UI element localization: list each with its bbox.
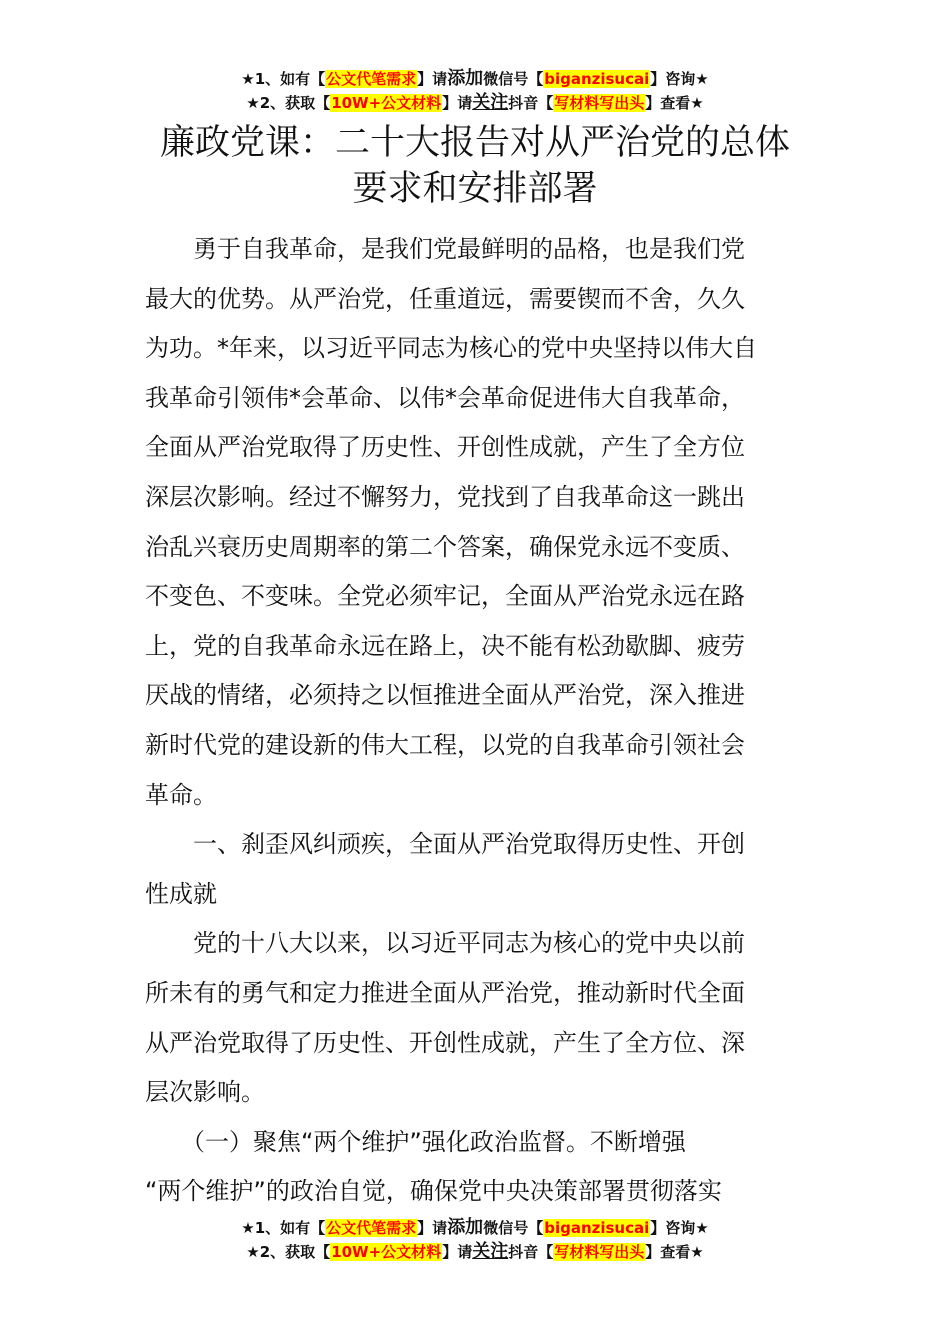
section-heading-line: 性成就 bbox=[145, 879, 217, 908]
body-line: 不变色、不变味。全党必须牢记，全面从严治党永远在路 bbox=[145, 582, 745, 611]
promo-line-1: ★1、如有【公文代笔需求】请添加微信号【biganzisucai】咨询★ bbox=[241, 68, 709, 89]
body-line: 治乱兴衰历史周期率的第二个答案，确保党永远不变质、 bbox=[145, 532, 745, 561]
highlight-service: 公文代笔需求 bbox=[326, 70, 417, 88]
body-line: 所未有的勇气和定力推进全面从严治党，推动新时代全面 bbox=[145, 978, 745, 1007]
promo-banner-top bbox=[0, 67, 950, 115]
body-line: 新时代党的建设新的伟大工程，以党的自我革命引领社会 bbox=[145, 730, 745, 759]
body-line: 上，党的自我革命永远在路上，决不能有松劲歇脚、疲劳 bbox=[145, 631, 745, 660]
body-line: 勇于自我革命，是我们党最鲜明的品格，也是我们党 bbox=[145, 235, 745, 263]
title-line-2: 要求和安排部署 bbox=[352, 169, 598, 209]
body-line: （一）聚焦“两个维护”强化政治监督。不断增强 bbox=[145, 1127, 686, 1156]
body-line: 从严治党取得了历史性、开创性成就，产生了全方位、深 bbox=[145, 1028, 745, 1057]
promo-banner-bottom bbox=[0, 1216, 950, 1264]
highlight-wechat-id: biganzisucai bbox=[544, 70, 650, 88]
document-body bbox=[145, 225, 810, 1217]
promo-line-2: ★2、获取【10W+公文材料】请关注抖音【写材料写出头】查看★ bbox=[246, 1241, 704, 1262]
section-heading-line: 一、刹歪风纠顽疾，全面从严治党取得历史性、开创 bbox=[145, 830, 745, 859]
body-line: 最大的优势。从严治党，任重道远，需要锲而不舍，久久 bbox=[145, 284, 745, 313]
body-line: “两个维护”的政治自觉，确保党中央决策部署贯彻落实 bbox=[145, 1177, 722, 1206]
highlight-douyin-account: 写材料写出头 bbox=[554, 94, 645, 112]
body-line: 党的十八大以来，以习近平同志为核心的党中央以前 bbox=[145, 929, 745, 958]
highlight-wechat-id: biganzisucai bbox=[544, 1219, 650, 1237]
promo-line-1: ★1、如有【公文代笔需求】请添加微信号【biganzisucai】咨询★ bbox=[241, 1217, 709, 1238]
body-line: 我革命引领伟*会革命、以伟*会革命促进伟大自我革命， bbox=[145, 383, 745, 412]
body-line: 革命。 bbox=[145, 780, 217, 809]
body-line: 深层次影响。经过不懈努力，党找到了自我革命这一跳出 bbox=[145, 482, 745, 511]
body-line: 层次影响。 bbox=[145, 1078, 265, 1107]
highlight-materials: 10W+公文材料 bbox=[331, 94, 442, 112]
body-line: 全面从严治党取得了历史性、开创性成就，产生了全方位 bbox=[145, 433, 745, 462]
body-line: 为功。*年来，以习近平同志为核心的党中央坚持以伟大自 bbox=[145, 334, 757, 363]
document-title bbox=[0, 120, 950, 212]
highlight-service: 公文代笔需求 bbox=[326, 1219, 417, 1237]
highlight-douyin-account: 写材料写出头 bbox=[554, 1243, 645, 1261]
promo-line-2: ★2、获取【10W+公文材料】请关注抖音【写材料写出头】查看★ bbox=[246, 92, 704, 113]
body-line: 厌战的情绪，必须持之以恒推进全面从严治党，深入推进 bbox=[145, 681, 745, 710]
highlight-materials: 10W+公文材料 bbox=[331, 1243, 442, 1261]
title-line-1: 廉政党课：二十大报告对从严治党的总体 bbox=[159, 123, 790, 163]
